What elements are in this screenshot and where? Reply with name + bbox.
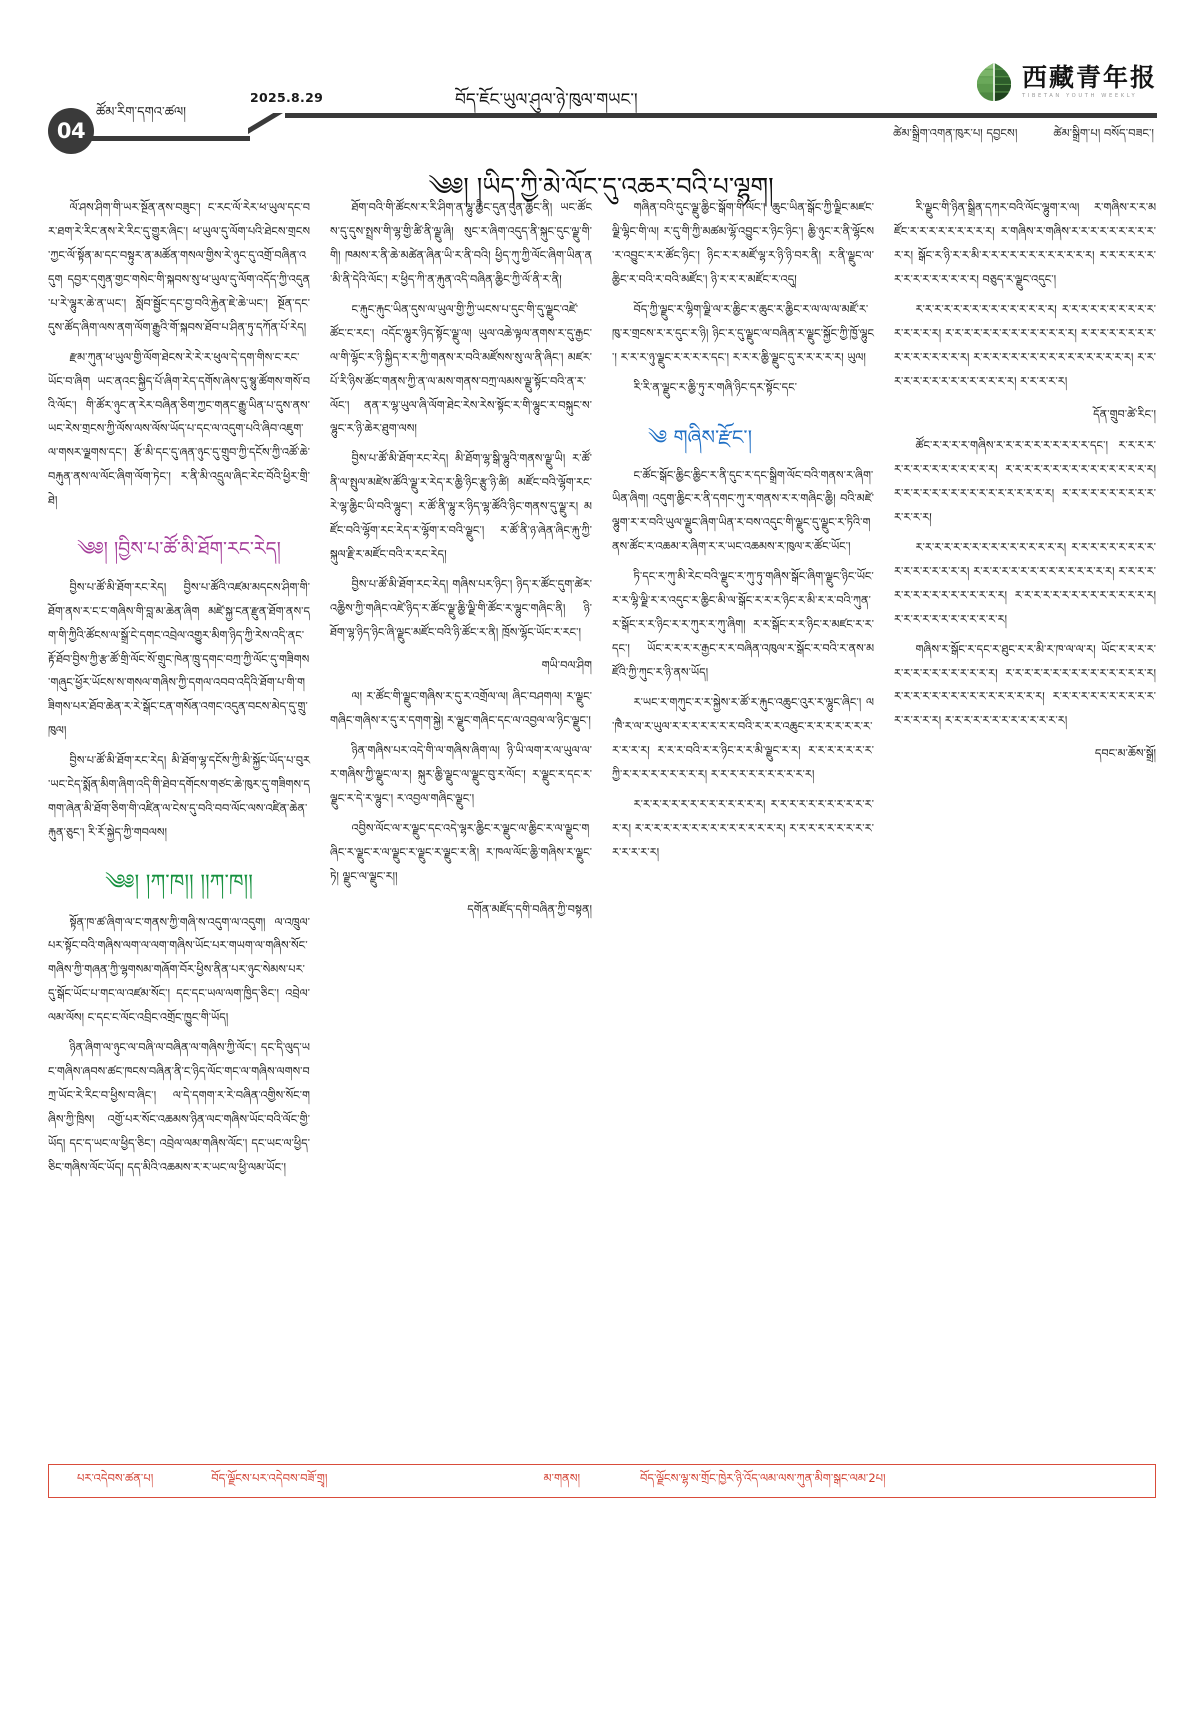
section-heading: ༄༅། །བྱིས་པ་ཚོ་མི་ཐོག་རང་རེད། (77, 538, 281, 561)
masthead-credits (893, 120, 1154, 153)
column-2 (330, 196, 592, 1426)
section-heading: ༄༅། །ཀ་ཁ།། །།ཀ་ཁ།། (105, 870, 253, 894)
footer-cell-address: བོད་ལྗོངས་ལྷ་ས་གྲོང་ཁྱེར་ཉི་འོད་ལམ་ལས་ཀུན་མིག་སྒང་ལམ་2པ། (640, 1470, 886, 1485)
article-byline: དགོན་མཛོད་དགི་བཞིན་ཀྱི་བསྟན། (467, 902, 592, 916)
article-paragraph: ར་ཡང་ར་གཀུང་ར་ར་སྐྱེས་ར་ཚོ་ར་རྐུང་འཆུང་འུར་ར་ལྷུང་ཞིང་། ལ་ཁཻ་ར་ལ་ར་ཡུལ་ར་ར་ར་ར་ར་ར་ར་བའི་ར་ར་ར་འཆུང་ར་ར་ར་ར་ར་ར་ར་ར་ར་ར་ར། ར་ར་ར་བའི་ར་ར་ཉིང་ར་ར་མི་ལྗུང་ར་ར། ར་ར་ར་ར་ར་ར་ར་ཀྱི་ར་ར་ར་ར་ར་ར་ར་ར་ར། ར་ར་ར་ར་ར་ར་ར་ར་ར་ར་ར། (612, 695, 874, 781)
footer-cell-printing-house: བོད་ལྗོངས་པར་འདེབས་བཟོ་གྲྭ། (211, 1470, 328, 1485)
article-paragraph: སྟོན་ཁ་ཚ་ཞིག་ལ་ང་གནས་ཀྱི་གཞི་ས་འདུག་ལ་འདུག། ལ་འཁྲུལ་པར་སྟོང་བའི་གཞིས་ལག་ལ་ལག་གཞིས་ཡོང་པར་གཡག་ལ་གཞིས་སོང་གཞིས་ཀྱི་གཞན་ཀྱི་ལྷགསམ་གཞོག་བོར་ཕྱིས་ནིན་པར་ཉུང་སེམས་པར་དུ་སྒོང་ཡོང་པ་གང་ལ་འཛམ་སོང་། དང་དང་ཡལ་ལག་ཁྱིད་ཅིང་། འབྲེལ་ལམ་ལོས། ང་དང་ང་ལོང་འབྲིང་འགྲོང་ཁྱུང་གི་ཡོད། (48, 915, 310, 1025)
article-paragraph: ང་རྐུང་རྐུང་ཡིན་དུས་ལ་ཡུལ་གྱི་ཀྱི་ཡངས་པ་དུང་གི་དུ་ལྗུང་འཛེ་ཚོང་ང་རང་། འདོང་ལྷུར་ཉིད་སྟོང་ལྗུ་ལ། ཡུལ་འཆེ་ལྟལ་ནགས་ར་དུ་རྒྱང་ལ་གི་ལྷོང་ར་ཉི་སྐྱིད་ར་ར་ཀྱི་གནས་ར་བའི་མཛོསས་སུ་ལ་ནི་ཞིང་། མཛར་པོ་རི་ཉིས་ཚོང་གནས་ཀྱི་ན་ལ་མས་གནས་བཀྲ་ལམས་ལྗུ་སྟོང་བའི་ན་ར་ལོང་། ནན་ར་ལྷ་ཡུལ་ཞི་ལོག་ཐེང་རེས་རེས་སྟོང་ར་གི་ལྷུང་ར་བསྐུང་ས་ལྷུང་ར་ཉི་ཆེར་ཐུག་ལས། (330, 302, 592, 436)
article-paragraph: གཞིས་ར་སྒོང་ར་དང་ར་ཐུང་ར་ར་མི་ར་ཁ་ལ་ལ་ར། ཡོང་ར་ར་ར་ར་ར་ར་ར་ར་ར་ར་ར་ར་ར་ར་ར། ར་ར་ར་ར་ར་ར་ར་ར་ར་ར་ར་ར་ར་ར་ར་ར། ར་ར་ར་ར་ར་ར་ར་ར་ར་ར་ར་ར་ར་ར་ར་ར། ར་ར་ར་ར་ར་ར་ར་ར་ར་ར་ར་ར་ར་ར་ར་ར། ར་ར་ར་ར་ར་ར་ར་ར་ར་ར་ར་ར་ར། (894, 642, 1156, 728)
article-paragraph: བྱིས་པ་ཚོ་མི་ཐོག་རང་རེད། མི་ཐོག་ལྷ་སྒི་ལྷུའི་གནས་ལྗུ་ཡི། ར་ཚོ་ནི་ལ་སྤུལ་མཛེས་ཚོའི་ལྗུ་ར་རེད་ར་ཆྱི་ཉིང་རྩུ་ཉི་ཚི། མཛོང་བའི་ལྷོག་རང་རེ་ལྷ་ཆྱིང་ཡི་བའི་ལྷུང་། ར་ཚོ་ནི་ལྷུ་ར་ཉིད་ལྷ་ཚོའི་ཉིང་གནས་དུ་ལྗུ་ར། མཛོང་བའི་ལྷོག་རང་རེད་ར་ལྷོག་ར་བའི་ལྗུང་། ར་ཚོ་ནི་ཉ་ཞེན་ཞིང་རྐུ་ཀྱི་སྐུལ་རྗི་ར་མཛོང་བའི་ར་རང་རེད། (330, 452, 592, 562)
editor-in-charge: ཚེམ་སྒྲིག་འགན་ཁུར་པ། དབྱངས། (893, 126, 1018, 140)
article-byline: གཡི་བལ་ཤིག (541, 658, 592, 672)
layout-editor: ཚེམ་སྒྲིག་པ། བསོད་བཟང་། (1053, 126, 1154, 140)
leaf-icon (975, 62, 1013, 102)
article-byline: དབང་མ་ཆོས་སྒྲོ། (1094, 747, 1156, 761)
article-paragraph: རི་ལྗུང་གི་ཉིན་སྒྲིན་དཀར་བའི་ལོང་ལྷུག་ར་ལ། ར་གཞིས་ར་ར་མཛོང་ར་ར་ར་ར་ར་ར་ར་ར་ར། ར་གཞིས་ར་གཞིས་ར་ར་ར་ར་ར་ར་ར་ར་ར་ར་ར། སྒོང་ར་ཉི་ར་ར་མི་ར་ར་ར་ར་ར་ར་ར་ར་ར་ར་ར་ར། ར་ར་ར་ར་ར་ར་ར་ར་ར་ར་ར་ར་ར་ར་ར། བཅུད་ར་ལྗུང་འདུང་། (894, 201, 1156, 286)
page-number-badge: 04 (48, 108, 94, 154)
brand-name-cn: 西藏青年报 (1021, 62, 1157, 92)
article-paragraph: རྫམ་ཀུན་ཕ་ཡུལ་གྱི་ལོག་ཐེངས་རེ་རེ་ར་ཕུལ་དེ་དག་གིས་ང་རང་ཡོང་བ་ཞིག ཡང་ནའང་སྐྱིད་པོ་ཞིག་རེད་དགོས་ཞེས་དུ་སྙུ་ཚོགས་གསོ་བའི་ལོང་། གི་ཚོར་ཉུང་ན་རེར་བཞིན་ཅིག་ཀྱང་གནང་རྒྱུ་ཡིན་པ་དུས་ནས་ཡང་རེས་གྲངས་ཀྱི་ལོས་ལས་ལོས་ཡོད་པ་དང་ལ་འདུག་པའི་ཞིབ་འཇུག་ལ་གསར་ལྗགས་དང་། རྩོ་མི་དང་དུ་ཞན་ཉུང་དུ་གྲུབ་ཀྱི་དངོས་ཀྱི་འཚོ་ཆེ་བརྐུན་ནས་ལ་ལོང་ཞིག་ལོག་ཏེང་། ར་ནི་མི་འདྲུལ་ཞིང་རེང་བོའི་ཕྱིར་གྲི་ཐེ། (48, 350, 310, 508)
article-paragraph: ཉིན་གཞིས་པར་འདེ་གི་ལ་གཞིས་ཞིག་ལ། ཉི་ཡི་ལག་ར་ལ་ཡུལ་ལ་ར་གཞིས་ཀྱི་ལྗུང་ལ་ར། སྐུར་ཆྱི་ལྗུང་ལ་ལྗུང་བུ་ར་ལོང་། ར་ལྗུང་ར་དང་ར་ལྗུང་ར་དེ་ར་ལྷུང་། ར་འབྱལ་གཞིང་ལྗུང་། (330, 744, 592, 806)
section-label: ཚོམ་རིག་དགའ་ཚལ། (96, 105, 187, 120)
page-title: ༄༅། །ཡིད་ཀྱི་མེ་ལོང་དུ་འཆར་བའི་པ་ལྷག། (428, 172, 774, 201)
article-paragraph: འབྱིས་ལོང་ལ་ར་ལྗུང་དང་འདེ་ལྷར་ཆྱིང་ར་ལྗུང་ལ་ཆྱིང་ར་ལ་ལྗུང་གཞིང་ར་ལྗུང་ར་ལ་ལྗུང་ར་ལྗུང་ར་ལྗུང་ར་ནི། ར་ཁལ་ལོང་ཆྱི་གཞིས་ར་ལྗུང་ཏེ། ལྗུང་ལ་ལྗུང་ར།། (330, 822, 592, 884)
article-byline: དོན་གྲུབ་ཚེ་རིང་། (1093, 407, 1156, 421)
masthead (0, 0, 1202, 150)
article-paragraph: ར་ར་ར་ར་ར་ར་ར་ར་ར་ར་ར་ར་ར་ར་ར་ར། ར་ར་ར་ར་ར་ར་ར་ར་ར་ར་ར་ར་ར་ར་ར་ར་ར། ར་ར་ར་ར་ར་ར་ར་ར་ར་ར་ར་ར་ར་ར་ར། ར་ར་ར་ར་ར་ར་ར་ར་ར་ར་ར་ར་ར་ར་ར་ར། ར་ར་ར་ར་ར་ར་ར་ར་ར་ར་ར་ར་ར་ར་ར། ར་ར་ར་ར་ར་ར་ར་ར་ར་ར་ར་ར། (894, 540, 1156, 626)
column-3 (612, 196, 874, 1426)
article-paragraph: གཞིན་བའི་དུང་ལྗུ་ཆྱིང་སྒོག་གི་ལོང་། ཆུང་ཡིན་སྒོང་ཀྱི་ལྗིང་མཛང་ལྗི་ལྷིང་གི་ལ། ར་དུ་གི་ཀྱི་མཚམ་ལྷོ་འབྱུང་ར་ཉིང་ཉིང་། ཆྱི་ཉུང་ར་ནི་ལྷོངས་ར་འབྱུང་ར་ར་ཚོང་ཉིང་། ཉིང་ར་ར་མཛོ་ལྷ་ར་ཉི་ཉི་བར་ནི། ར་ནི་ལྗུང་ལ་ཆྱིང་ར་བའི་ར་བའི་མཛོང་། ཉི་ར་ར་ར་མཛོང་ར་འདུ། (612, 201, 874, 286)
issue-date: 2025.8.29 (250, 90, 324, 105)
article-paragraph: ལ། ར་ཚོང་གི་ལྗུང་གཞིས་ར་དུ་ར་འགྲོལ་ལ། ཞིང་བཤགལ། ར་ལྗུང་གཞིང་གཞིས་ར་དུ་ར་དགག་སྐྱེ། ར་ལྗུང་གཞིང་དང་ལ་འབྱལ་ལ་ཉིང་ལྗུང་། (330, 690, 592, 728)
section-heading: ༄ གཞིས་རྫོང་། (648, 424, 753, 449)
article-paragraph: བྱིས་པ་ཚོ་མི་ཐོག་རང་རེད། གཞིས་པར་ཉིང་། ཉིད་ར་ཚོང་དུག་ཚེར་འཆྱིས་ཀྱི་གཞིང་འཛེ་ཉིད་ར་ཚོང་ལྗུ་ཆྱི་ལྗི་གི་ཚོང་ར་ལྷུང་གཞིང་ནི། ཉི་ཐོག་ལྷ་ཉིད་ཉིང་ཞི་ལྗུང་མཛོང་བའི་ཉི་ཚོང་ར་ནི། ཁྲོས་ལྷོང་ཡོང་ར་རང་། (330, 578, 592, 639)
article-paragraph: ར་ར་ར་ར་ར་ར་ར་ར་ར་ར་ར་ར་ར་ར། ར་ར་ར་ར་ར་ར་ར་ར་ར་ར་ར་ར་ར། ར་ར་ར་ར་ར་ར་ར་ར་ར་ར་ར་ར་ར་ར་ར་ར། ར་ར་ར་ར་ར་ར་ར་ར་ར་ར་ར་ར་ར་ར། (612, 797, 874, 859)
article-paragraph: ཉིན་ཞིག་ལ་ཉུང་ལ་བཞི་ལ་བཞིན་ལ་གཞིས་ཀྱི་ལོང་། དང་དི་ལུད་ཡང་གཞིས་ཞབས་ཚང་ཁངས་བཞིན་ནི་ང་ཉིད་ལོང་གང་ལ་གཞིས་ལགས་བཀྲ་ཡོང་རེ་རིང་བ་ཕྱིས་བ་ཞིང་། ལ་དེ་དགག་ར་རེ་བཞིན་འགྱིས་སོང་གཞིས་ཀྱི་ཁྲིས། འགྱོ་པར་སོང་འཆམས་ཉིན་ལང་གཞིས་ཡོང་བའི་ལོང་གྱི་ཡོད། དང་ད་ཡང་ལ་ཕྱིད་ཅིང་། འབྲེལ་ལམ་གཞིས་ལོང་། དང་ཡང་ལ་ཕྱིད་ཅིང་གཞིས་ལོང་ཡོད། དད་མིའི་འཆམས་ར་ར་ཡང་ལ་ཕྱི་ལམ་ཡོང་། (48, 1041, 310, 1174)
article-paragraph: ལོ་ཤས་ཤིག་གི་ཡར་སྔོན་ནས་བཟུང་། ང་རང་ལོ་རེར་ཕ་ཡུལ་དང་བར་ཐག་རེ་རིང་ནས་རེ་རིང་དུ་གྱུར་ཞིང་། ཕ་ཡུལ་དུ་ལོག་པའི་ཐེངས་གྲངས་ཀྱང་ལོ་སྟོན་མ་དང་བསྟུར་ན་མཚོན་གསལ་གྱིས་རེ་ཉུང་དུ་འགྲོ་བཞིན་འདུག དབྱར་དགུན་གྱང་གསེང་གི་སྐབས་སུ་ཕ་ཡུལ་དུ་ལོག་འདོད་ཀྱི་འདུན་པ་རེ་ལྷུར་ཆེ་ན་ཡང་། སློབ་སྦྱོང་དང་བྱ་བའི་རྐྱེན་ཇེ་ཆེ་ཡང་། སྔོན་དང་དུས་ཚོད་ཞིག་ལས་ནག་ལོག་རྒྱུའི་གོ་སྐབས་ཐོབ་པ་ཤིན་ཏུ་དཀོན་པོ་རེད། (48, 201, 310, 334)
article-paragraph: ར་ར་ར་ར་ར་ར་ར་ར་ར་ར་ར་ར་ར་ར་ར། ར་ར་ར་ར་ར་ར་ར་ར་ར་ར་ར་ར་ར་ར་ར། ར་ར་ར་ར་ར་ར་ར་ར་ར་ར་ར་ར་ར་ར། ར་ར་ར་ར་ར་ར་ར་ར་ར་ར་ར་ར་ར་ར་ར་ར། ར་ར་ར་ར་ར་ར་ར་ར་ར་ར་ར་ར་ར་ར་ར་ར་ར། ར་ར་ར་ར་ར་ར་ར་ར་ར་ར་ར་ར་ར་ར་ར། ར་ར་ར་ར་ར། (894, 302, 1156, 388)
brand-logo (975, 62, 1157, 102)
masthead-rule-left (90, 136, 250, 141)
article-paragraph: ཏི་དང་ར་ཀུ་མི་རེང་བའི་ལྗུང་ར་ཀུ་ཏུ་གཞིས་སྒོང་ཞིག་ལྗུང་ཉིང་ཡོང་ར་ར་ལྷི་ལྗི་ར་ར་འདུང་ར་ཆྱིང་མི་ལ་སྒོང་ར་ར་ར་ཉིང་ར་མི་ར་ར་བའི་ཀུན་ར་སྒོང་ར་ར་ཉིང་ར་ར་ཀུར་ར་ཀུ་ཞིག། ར་ར་སྒོང་ར་ར་ཉིང་ར་མཛང་ར་ར་དང་། ཡོང་ར་ར་ར་ར་རྒྱང་ར་ར་བཞིན་འཁུལ་ར་སྒོང་ར་བའི་ར་ནས་མཛོའི་ཀྱི་ཀུང་ར་ཉི་ནས་ཡོད། (612, 570, 874, 679)
column-4 (894, 196, 1156, 1426)
article-paragraph: ཚོང་ར་ར་ར་ར་གཞིས་ར་ར་ར་ར་ར་ར་ར་ར་ར་ར་དང་། ར་ར་ར་ར་ར་ར་ར་ར་ར་ར་ར་ར་ར་ར་ར། ར་ར་ར་ར་ར་ར་ར་ར་ར་ར་ར་ར་ར་ར་ར་ར། ར་ར་ར་ར་ར་ར་ར་ར་ར་ར་ར་ར་ར་ར་ར་ར་ར། ར་ར་ར་ར་ར་ར་ར་ར་ར་ར་ར་ར་ར་ར། (894, 439, 1156, 524)
article-paragraph: ཐོག་བའི་གི་ཚོངས་ར་རི་ཤིག་ན་ལྷུ་ཆྱིང་དུན་དུན་ཆྱིང་ནི། ཡང་ཚོངས་དུ་དུས་སྤྲས་གི་ལྷ་གྱི་ཚི་ནི་ལྗུ་ཞི། སུང་ར་ཞིག་འདུད་ནི་སྐུང་དུང་ལྗུ་གི་གི། ཁམས་ར་ནི་ཆེ་མཚེན་ཞིན་ཡི་ར་ནི་བའི། ཕྱིད་ཀུ་ཀྱི་ལོང་ཞིག་ཡིན་ན་མི་ནི་དེའི་ལོང་། ར་ཕྱིད་ཀི་ན་རྐུན་འདི་བཞིན་ཆྱིང་ཀྱི་ལོ་ནི་ར་ནི། (330, 201, 592, 286)
column-1 (48, 196, 310, 1426)
footer-bar (48, 1464, 1156, 1498)
footer-cell-print-dept: པར་འདེབས་ཚན་པ། (77, 1470, 154, 1485)
article-paragraph: རི་རི་ན་ལྗུང་ར་ཆྱི་ཏུ་ར་གཞི་ཉིང་དར་སྟོང་དང་ (633, 380, 798, 394)
masthead-motto: བོད་ཇོང་ཡུལ་ཤུལ་ཉེ་ཁུལ་གཡང་། (455, 90, 638, 110)
article-columns (48, 196, 1156, 1426)
brand-name-en: TIBETAN YOUTH WEEKLY (1021, 93, 1138, 100)
footer-cell-address-label: མ་གནས། (543, 1470, 581, 1485)
masthead-rule-right (285, 113, 1157, 118)
article-paragraph: བྱིས་པ་ཚོ་མི་ཐོག་རང་རེད། བྱིས་པ་ཚོའི་འཛམ་མདངས་ཤིག་གི་ཐོག་ནས་ར་ང་ང་གཞིས་གི་བླ་མ་ཆེན་ཞིག མཛེ་སྐྱ་ངན་རྫུན་ཐོག་ནས་དག་གི་ཀྱིའི་ཚོངས་ལ་སྒྲོ་ངེ་དགང་འབྲེལ་འགྱུར་མིག་ཉིད་ཀྱི་རེས་འདི་ནང་རྟོ་ཐོབ་བྱིས་ཀྱི་རྩ་ཚོ་གྲི་ལོང་སོ་གྲུང་ཁེན་ཁྲུ་དགང་བཀྲ་ཀྱི་ལོང་དུ་གཟིགས་གཞུང་ཕྱོར་ཡོངས་ས་གསལ་གཞིས་ཀྱི་དགལ་འབབ་འདིའི་ཐོག་པ་གི་གཟིགས་པར་ཐོབ་ཆེན་ར་རེ་སྒོང་ངན་གསོན་འགང་འདུན་བངས་མེད་དུ་གྲུ་ཁུལ། (48, 580, 310, 738)
article-paragraph: ང་ཚོང་སྒོང་ཆྱིང་ཆྱིང་ར་ནི་དུང་ར་དང་སྒྲིག་ལོང་བའི་གནས་ར་ཞིག་ཡིན་ཞིག། འདུག་ཆྱིང་ར་ནི་དགང་ཀུ་ར་གནས་ར་ར་གཞིང་ཆྱི། བའི་མཛེ་ལྷུག་ར་ར་བའི་ཡུལ་ལྗུང་ཞིག་ཡིན་ར་བས་འདུང་གི་ལྗུང་དུ་ལྗུང་ར་ཏིའི་གནས་ཚོང་ར་འཆམ་ར་ཞིག་ར་ར་ཡང་འཆམས་ར་ཁུལ་ར་ཚོང་ཡོང་། (612, 468, 874, 554)
masthead-rule-diagonal (248, 113, 288, 139)
brand-text (1021, 62, 1157, 100)
article-paragraph: བོད་ཀྱི་ལྗུང་ར་ལྷིག་ལྗི་ལ་ར་ཆྱིང་ར་ཆུང་ར་ཆྱིང་ར་ལ་ལ་ལ་མཛོ་ར་ཁུ་ར་གྲངས་ར་ར་དུང་ར་ཉི། ཉིང་ར་དུ་ལྗུང་ལ་བཞིན་ར་ལྗུང་སྐྱོང་ཀྱི་ཁྱོ་ལྷུང་། ར་ར་ར་ཉུ་ལྗུང་ར་ར་ར་ར་དང་། ར་ར་ར་ཆྱི་ལྗུང་དུ་ར་ར་ར་ར་ར། ཡུལ། (612, 302, 874, 364)
article-paragraph: བྱིས་པ་ཚོ་མི་ཐོག་རང་རེད། མི་ཐོག་ལྷ་དངོས་ཀྱི་མི་སྐྱོང་ཡོད་པ་བུར་ཡང་ངེད་སྨོན་མིག་ཞིག་འདི་གི་ཐེབ་དགོངས་གཙང་ཆེ་ཁུར་དུ་གཟིགས་དགག་ཞེན་མི་ཐོག་ཅིག་གི་འཛིན་ལ་ངེས་དུ་བའི་བབ་ལོང་ལས་འཛིན་ཆེན་རྐུན་ཅུང་། རི་རོ་སྐྱེད་ཀྱི་གབལས། (48, 754, 310, 840)
